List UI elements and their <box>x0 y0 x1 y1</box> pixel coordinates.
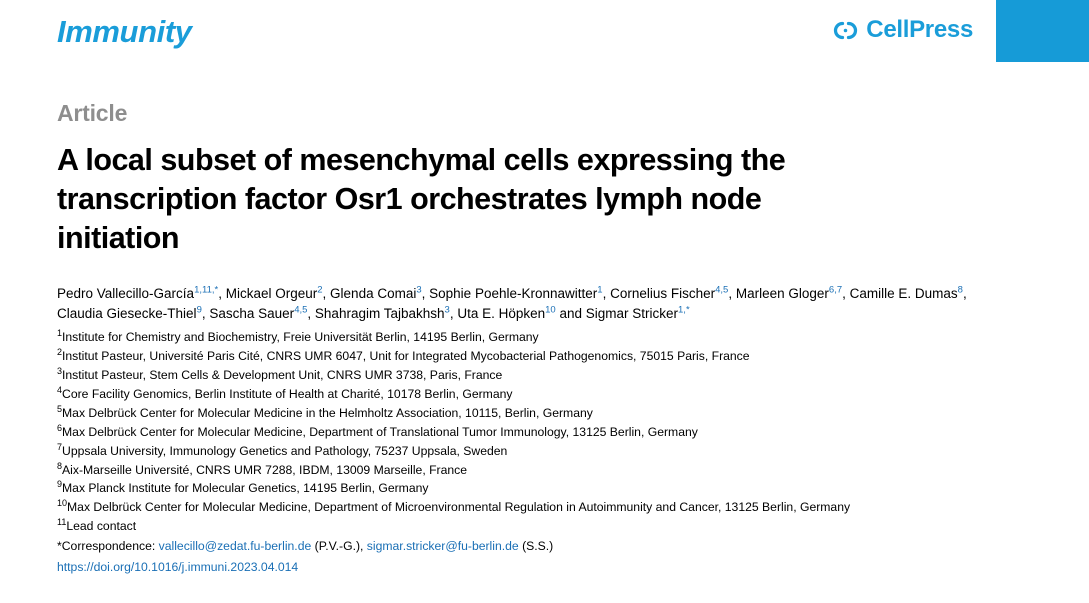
author-name: Glenda Comai <box>330 286 417 302</box>
correspondence-prefix: *Correspondence: <box>57 539 156 554</box>
header-color-block <box>996 0 1089 62</box>
affiliation-item <box>57 517 987 536</box>
author-affiliation-mark: 1,* <box>678 304 690 316</box>
affiliation-text: Institut Pasteur, Université Paris Cité, CNRS UMR 6047, Unit for Integrated Mycobacterial Pathogenomics, 75015 Paris, France <box>62 349 750 364</box>
author-name: Sascha Sauer <box>209 305 295 321</box>
affiliation-item <box>57 442 987 461</box>
affiliation-item <box>57 479 987 498</box>
affiliation-number: 8 <box>57 460 63 471</box>
affiliation-number: 10 <box>57 498 68 509</box>
author-name: Camille E. Dumas <box>849 286 958 302</box>
affiliation-number: 4 <box>57 384 63 395</box>
correspondence-line <box>57 537 987 556</box>
affiliation-number: 7 <box>57 441 63 452</box>
affiliation-item <box>57 404 987 423</box>
author-separator: , <box>842 286 850 302</box>
affiliation-number: 6 <box>57 422 63 433</box>
author-affiliation-mark: 4,5 <box>294 304 308 316</box>
author-separator: , <box>602 286 611 302</box>
cellpress-logo <box>833 16 973 44</box>
author-separator: , <box>201 305 210 321</box>
affiliation-text: Institute for Chemistry and Biochemistry, Freie Universität Berlin, 14195 Berlin, Germany <box>62 330 539 345</box>
author-name: Cornelius Fischer <box>610 286 716 302</box>
author-affiliation-mark: 1,11,* <box>194 284 219 296</box>
affiliation-item <box>57 498 987 517</box>
affiliation-text: Max Planck Institute for Molecular Genetics, 14195 Berlin, Germany <box>62 481 429 496</box>
affiliation-text: Uppsala University, Immunology Genetics and Pathology, 75237 Uppsala, Sweden <box>62 443 508 458</box>
author-affiliation-mark: 9 <box>196 304 202 316</box>
author-affiliation-mark: 2 <box>317 284 323 296</box>
author-separator: , <box>218 286 226 302</box>
affiliation-item <box>57 347 987 366</box>
affiliation-list <box>57 328 987 536</box>
affiliation-text: Max Delbrück Center for Molecular Medicine, Department of Microenvironmental Regulation in Autoimmunity and Cancer, 13125 Berlin, Germany <box>67 500 851 515</box>
author-separator: , <box>728 286 736 302</box>
affiliation-number: 1 <box>57 328 63 339</box>
affiliation-text: Lead contact <box>66 519 137 534</box>
author-separator: , <box>421 286 430 302</box>
author-affiliation-mark: 10 <box>545 304 556 316</box>
author-affiliation-mark: 6,7 <box>828 284 843 296</box>
corresponding-initials-2: (S.S.) <box>522 539 554 554</box>
affiliation-item <box>57 423 987 442</box>
corresponding-initials-1: (P.V.-G.), <box>314 539 364 554</box>
doi-link[interactable]: https://doi.org/10.1016/j.immuni.2023.04.014 <box>57 560 299 575</box>
page-title: A local subset of mesenchymal cells expressing the transcription factor Osr1 orchestrates lymph node initiation <box>57 143 786 256</box>
author-name: Sophie Poehle-Kronnawitter <box>429 286 598 302</box>
author-affiliation-mark: 4,5 <box>715 284 729 296</box>
affiliation-number: 11 <box>57 517 67 528</box>
corresponding-email-2[interactable]: sigmar.stricker@fu-berlin.de <box>366 539 519 554</box>
author-affiliation-mark: 1 <box>597 284 603 296</box>
author-list <box>57 284 987 323</box>
author-name: Pedro Vallecillo-García <box>57 286 195 302</box>
cellpress-logo-icon <box>833 18 858 43</box>
author-separator: , <box>962 286 967 302</box>
author-name: Mickael Orgeur <box>225 286 318 302</box>
article-content <box>57 100 987 577</box>
doi-line <box>57 558 987 577</box>
author-affiliation-mark: 3 <box>416 284 422 296</box>
author-name: Uta E. Höpken <box>457 305 546 321</box>
author-name: Marleen Gloger <box>735 286 829 302</box>
article-type-label: Article <box>57 100 128 126</box>
affiliation-item <box>57 328 987 347</box>
author-name: Shahragim Tajbakhsh <box>314 305 445 321</box>
affiliation-number: 3 <box>57 365 63 376</box>
affiliation-number: 2 <box>57 347 63 358</box>
affiliation-item <box>57 366 987 385</box>
affiliation-text: Max Delbrück Center for Molecular Medicine in the Helmholtz Association, 10115, Berlin, Germany <box>62 405 593 420</box>
affiliation-item <box>57 461 987 480</box>
affiliation-item <box>57 385 987 404</box>
author-name: and Sigmar Stricker <box>559 305 679 321</box>
author-separator: , <box>307 305 315 321</box>
affiliation-number: 5 <box>57 403 63 414</box>
journal-header <box>0 0 1089 62</box>
author-separator: , <box>322 286 331 302</box>
journal-title: Immunity <box>57 14 192 49</box>
affiliation-text: Institut Pasteur, Stem Cells & Development Unit, CNRS UMR 3738, Paris, France <box>62 368 503 383</box>
author-separator: , <box>449 305 458 321</box>
author-affiliation-mark: 8 <box>957 284 963 296</box>
affiliation-text: Max Delbrück Center for Molecular Medicine, Department of Translational Tumor Immunology, 13125 Berlin, Germany <box>62 424 698 439</box>
author-name: Claudia Giesecke-Thiel <box>57 305 197 321</box>
affiliation-number: 9 <box>57 479 63 490</box>
affiliation-text: Aix-Marseille Université, CNRS UMR 7288, IBDM, 13009 Marseille, France <box>62 462 468 477</box>
corresponding-email-1[interactable]: vallecillo@zedat.fu-berlin.de <box>158 539 312 554</box>
affiliation-text: Core Facility Genomics, Berlin Institute of Health at Charité, 10178 Berlin, Germany <box>62 386 513 401</box>
cellpress-wordmark: CellPress <box>866 16 973 43</box>
author-affiliation-mark: 3 <box>444 304 450 316</box>
